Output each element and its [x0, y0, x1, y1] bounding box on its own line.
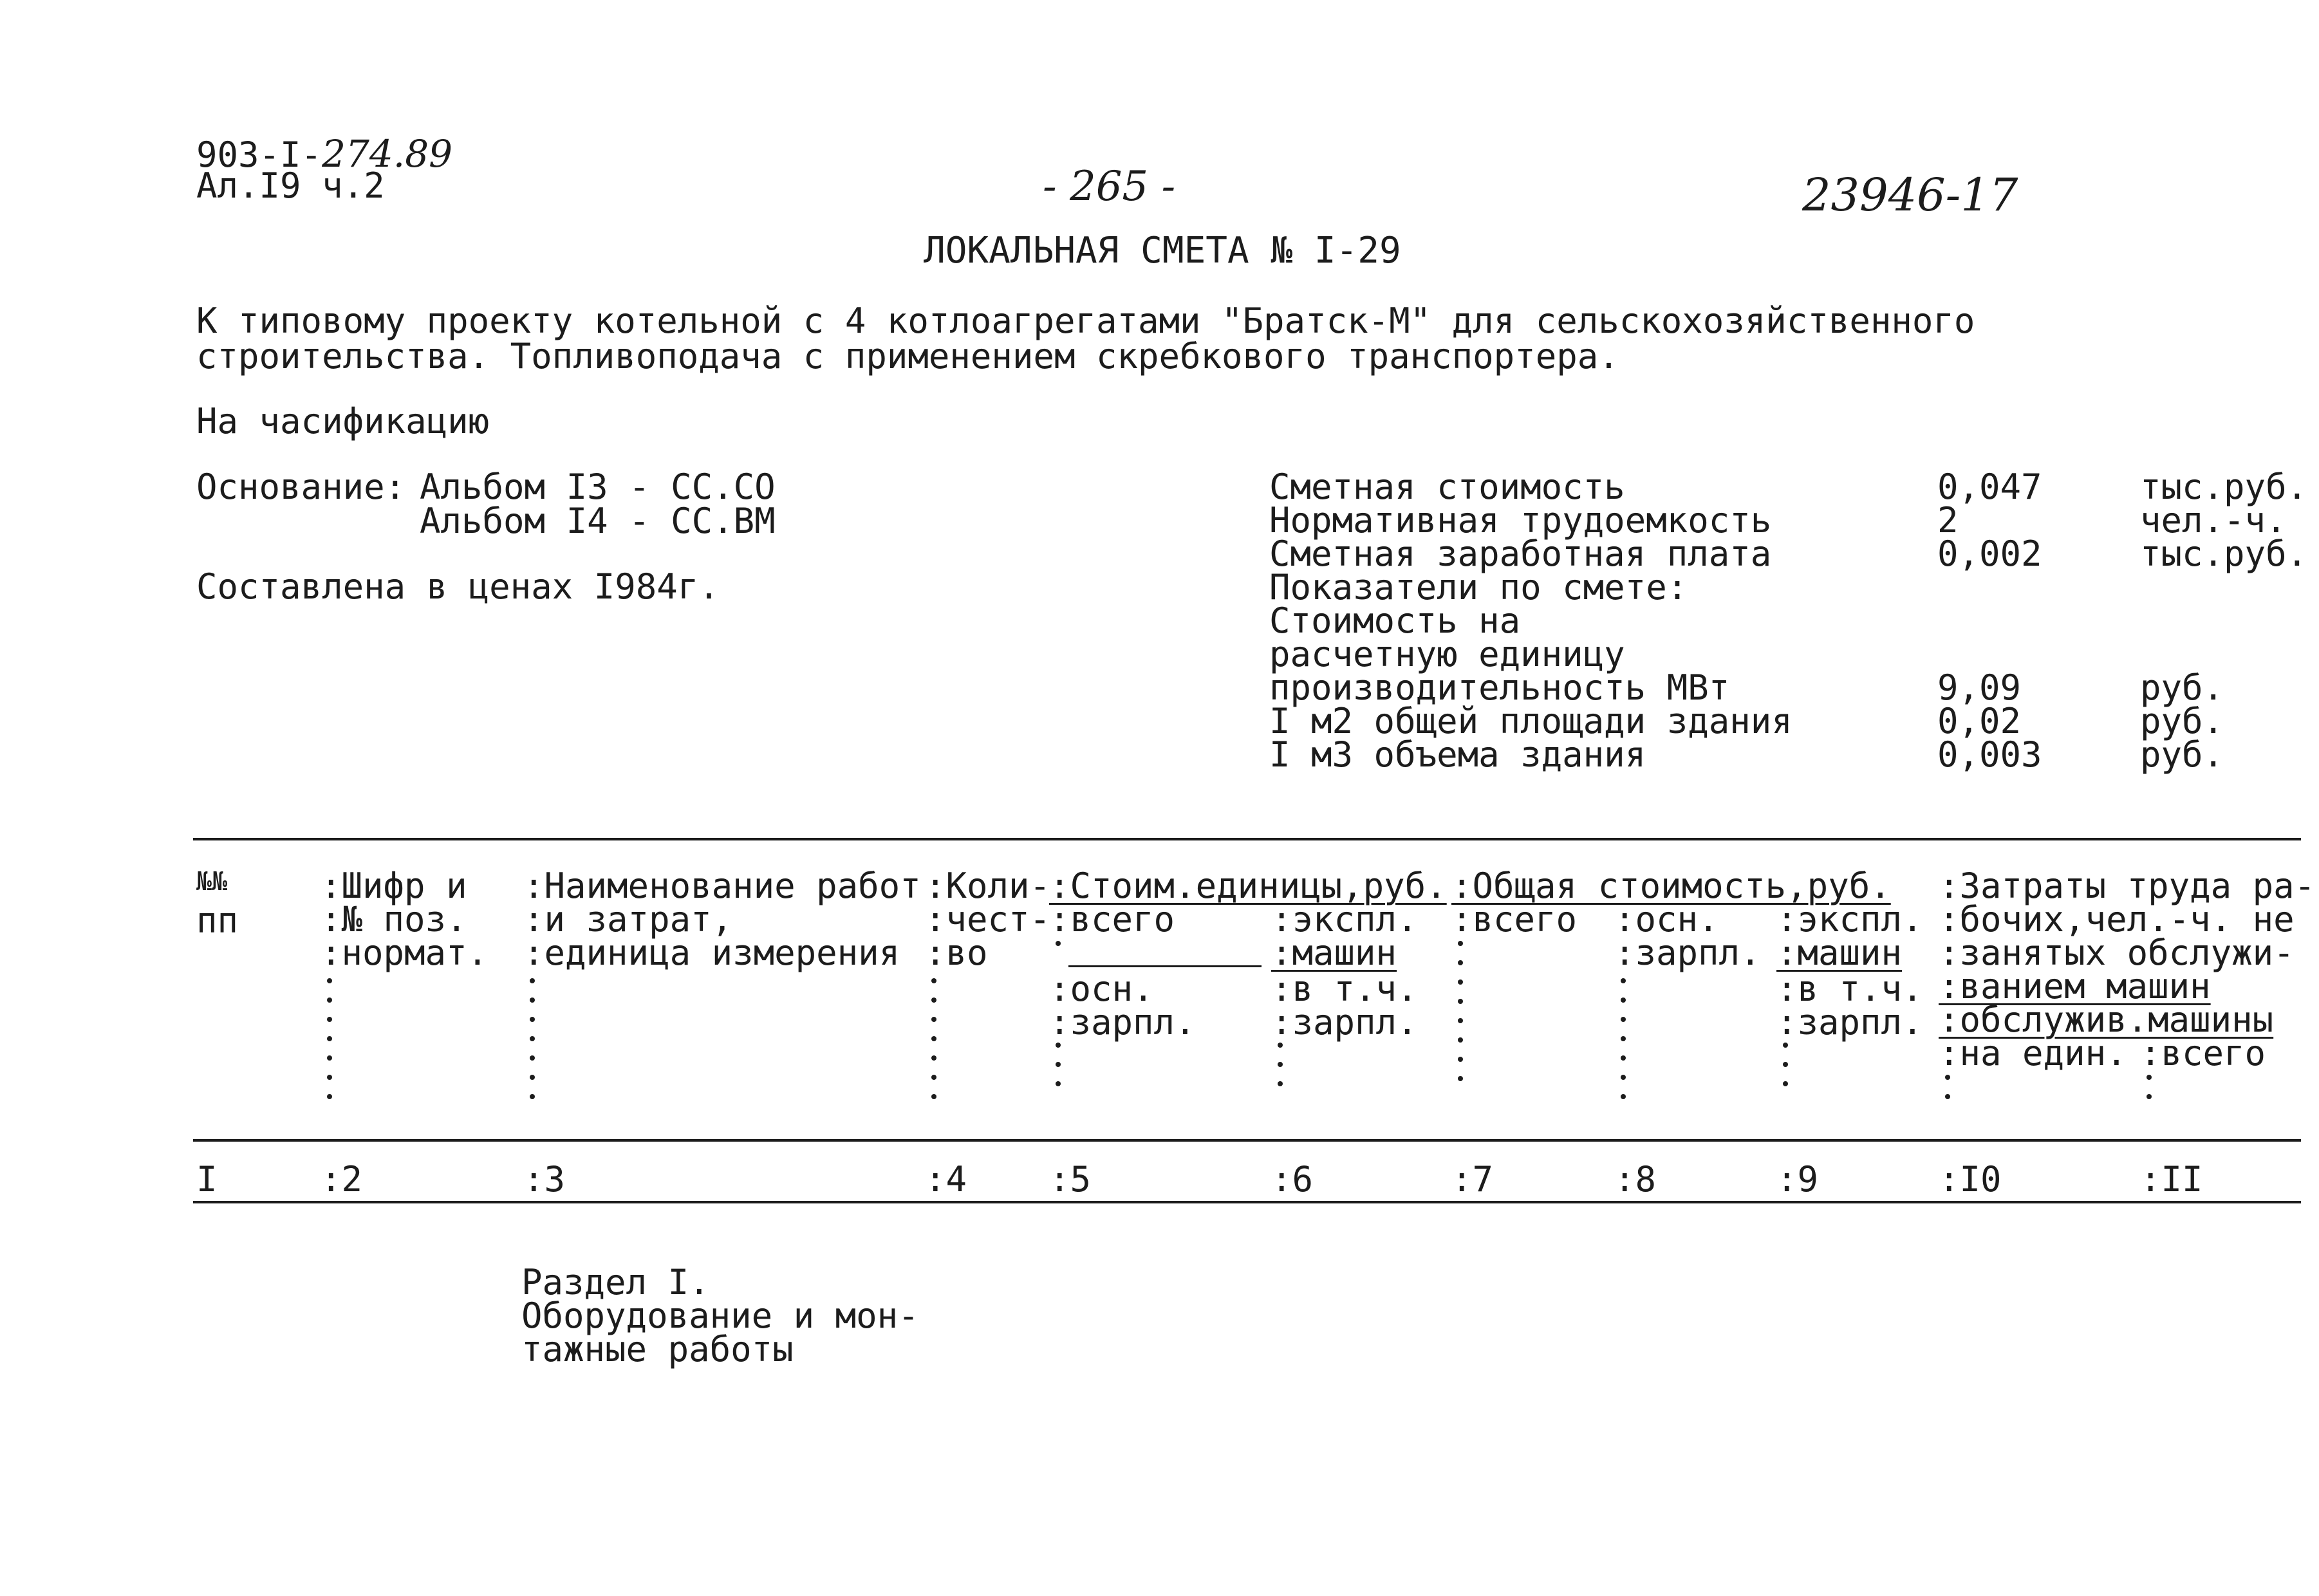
header-col5-rule: [1068, 965, 1262, 967]
summary-label: производительность МВт: [1269, 667, 1730, 708]
header-col1-line1: №№: [196, 867, 228, 896]
header-col4-line1: :Коли-: [925, 866, 1051, 906]
table-header-bottom-rule: [193, 1139, 2301, 1142]
header-col6-dots: [1278, 1043, 1284, 1100]
basis-line-1: Альбом I3 - СС.СО: [420, 467, 776, 507]
header-col4-dots: [931, 978, 938, 1113]
summary-value: 0,02: [1937, 701, 2022, 741]
header-col5-top: :всего: [1049, 899, 1175, 940]
album-reference: Ал.I9 ч.2: [196, 165, 385, 206]
header-col3-line1: :Наименование работ: [523, 866, 921, 906]
header-labor-line2: :бочих,чел.-ч. не: [1939, 899, 2295, 940]
header-col2-line2: :№ поз.: [321, 899, 467, 940]
header-col4-line3: :во: [925, 933, 988, 973]
header-labor-line1: :Затраты труда ра-: [1939, 866, 2316, 906]
header-col9-top-line2: :машин: [1776, 933, 1903, 973]
header-col10: :на един.: [1939, 1033, 2127, 1073]
header-col11: :всего: [2140, 1033, 2266, 1073]
summary-unit: руб.: [2140, 667, 2224, 708]
header-col8-line2: :зарпл.: [1614, 933, 1761, 973]
document-number: 23946-17: [1802, 169, 2018, 221]
header-col10-dots: [1945, 1075, 1951, 1113]
column-number: :8: [1614, 1159, 1657, 1200]
header-col8-dots: [1621, 978, 1627, 1113]
document-code-handwritten: 274.89: [322, 132, 453, 176]
subject-line: На часификацию: [196, 401, 490, 441]
prices-note: Составлена в ценах I984г.: [196, 566, 720, 607]
header-labor-subheader: :обслужив.машины: [1939, 999, 2274, 1040]
summary-label: Сметная заработная плата: [1269, 534, 1772, 574]
column-number: :4: [925, 1159, 967, 1200]
header-labor-line4: :ванием машин: [1939, 966, 2211, 1007]
column-number: :3: [523, 1159, 566, 1200]
header-col2-dots: [327, 978, 333, 1113]
summary-value: 2: [1937, 500, 1959, 541]
column-number: :5: [1049, 1159, 1092, 1200]
description-line-1: К типовому проекту котельной с 4 котлоагрегатами "Братск-М" для сельскохозяйственного: [196, 301, 1975, 341]
column-number: :I0: [1939, 1159, 2002, 1200]
basis-line-2: Альбом I4 - СС.ВМ: [420, 501, 776, 541]
summary-label: Стоимость на: [1269, 600, 1521, 641]
header-group-unit-cost: :Стоим.единицы,руб.: [1049, 866, 1447, 906]
section-title-line2: Оборудование и мон-: [521, 1295, 919, 1336]
header-labor-line3: :занятых обслужи-: [1939, 933, 2295, 973]
summary-value: 0,047: [1937, 467, 2042, 507]
summary-value: 9,09: [1937, 667, 2022, 708]
header-col5-bottom-line2: :зарпл.: [1049, 1002, 1196, 1043]
summary-label: расчетную единицу: [1269, 634, 1625, 674]
header-col9-bottom-line2: :зарпл.: [1776, 1002, 1923, 1043]
header-col2-line1: :Шифр и: [321, 866, 467, 906]
header-col3-line3: :единица измерения: [523, 933, 900, 973]
header-col9-dots: [1783, 1043, 1789, 1100]
document-code-prefix: 903-I-: [196, 135, 322, 175]
page-title: ЛОКАЛЬНАЯ СМЕТА № I-29: [924, 230, 1401, 272]
column-number: I: [196, 1159, 218, 1200]
header-col7: :всего: [1451, 899, 1578, 940]
header-group-total-cost: :Общая стоимость,руб.: [1451, 866, 1891, 906]
summary-label: Сметная стоимость: [1269, 467, 1625, 507]
column-number: :9: [1776, 1159, 1819, 1200]
header-col6-bottom-line2: :зарпл.: [1271, 1002, 1418, 1043]
basis-label: Основание:: [196, 467, 406, 507]
section-title-line3: тажные работы: [521, 1329, 794, 1369]
summary-label: Показатели по смете:: [1269, 567, 1688, 608]
summary-value: 0,002: [1937, 534, 2042, 574]
column-number: :7: [1451, 1159, 1494, 1200]
header-col1-line2: пп: [196, 900, 239, 941]
header-col7-dots: [1458, 941, 1464, 1095]
section-title-line1: Раздел I.: [521, 1262, 710, 1303]
column-numbers-bottom-rule: [193, 1201, 2301, 1203]
summary-unit: чел.-ч.: [2140, 500, 2287, 541]
header-col5-dots-lower: [1056, 1043, 1062, 1100]
column-number: :6: [1271, 1159, 1314, 1200]
header-col6-top-line1: :экспл.: [1271, 899, 1418, 940]
column-number: :II: [2140, 1159, 2203, 1200]
summary-unit: руб.: [2140, 734, 2224, 775]
description-line-2: строительства. Топливоподача с применением скребкового транспортера.: [196, 336, 1619, 376]
header-col5-bottom-line1: :осн.: [1049, 969, 1154, 1009]
header-col6-bottom-line1: :в т.ч.: [1271, 969, 1418, 1009]
header-col9-bottom-line1: :в т.ч.: [1776, 969, 1923, 1009]
summary-label: I м3 объема здания: [1269, 734, 1646, 775]
header-col9-top-line1: :экспл.: [1776, 899, 1923, 940]
summary-label: I м2 общей площади здания: [1269, 701, 1793, 741]
header-col8-line1: :осн.: [1614, 899, 1719, 940]
header-col3-dots: [530, 978, 536, 1113]
summary-unit: тыс.руб.: [2140, 534, 2308, 574]
summary-label: Нормативная трудоемкость: [1269, 500, 1772, 541]
table-top-rule: [193, 838, 2301, 840]
header-col4-line2: :чест-: [925, 899, 1051, 940]
header-col5-dots: [1056, 941, 1062, 960]
header-col11-dots: [2147, 1075, 2153, 1113]
column-number: :2: [321, 1159, 363, 1200]
summary-unit: тыс.руб.: [2140, 467, 2308, 507]
page-number: - 265 -: [1043, 163, 1176, 210]
header-col3-line2: :и затрат,: [523, 899, 733, 940]
header-col2-line3: :нормат.: [321, 933, 489, 973]
summary-unit: руб.: [2140, 701, 2224, 741]
summary-value: 0,003: [1937, 734, 2042, 775]
header-col6-top-line2: :машин: [1271, 933, 1397, 973]
